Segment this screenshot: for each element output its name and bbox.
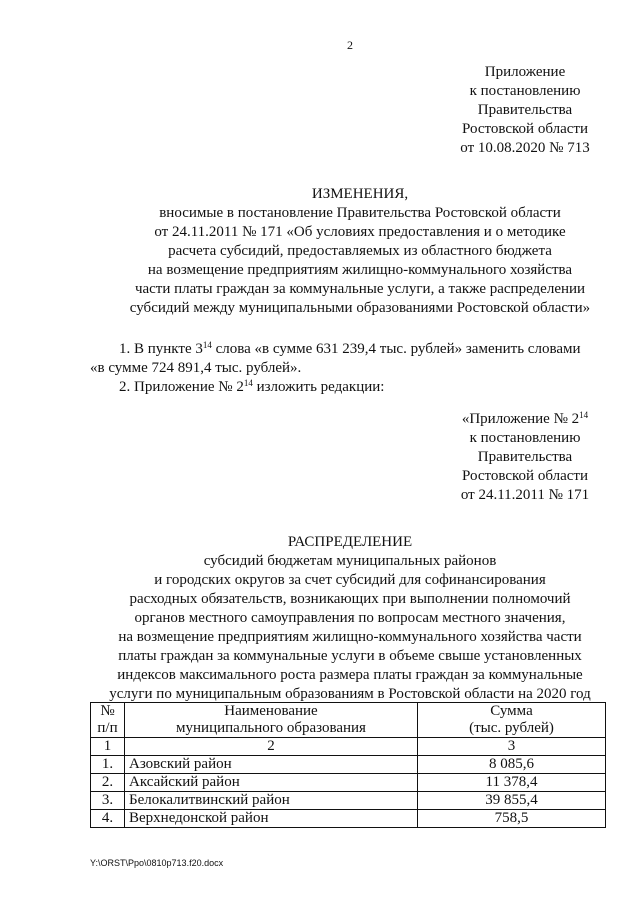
annex-header-line: «Приложение № $2^{14}$ (461, 410, 589, 427)
changes-subtitle-line: расчета субсидий, предоставляемых из областного бюджета (168, 243, 552, 259)
changes-subtitle-line: субсидий между муниципальными образованиями Ростовской области» (129, 300, 591, 316)
distribution-subtitle-line: и городских округов за счет субсидий для софинансирования (154, 572, 546, 588)
changes-heading (40, 185, 640, 318)
appendix-header-line: Ростовской области (462, 121, 588, 137)
row-sum: 11 378,4 (418, 774, 606, 792)
distribution-subtitle-line: органов местного самоуправления по вопросам местного значения, (134, 610, 566, 626)
row-sum: 39 855,4 (418, 792, 606, 810)
header-name: Наименование муниципального образования (125, 703, 418, 738)
table-row (91, 792, 606, 810)
distribution-subtitle-line: субсидий бюджетам муниципальных районов (203, 553, 497, 569)
changes-subtitle-line: на возмещение предприятиям жилищно-коммунального хозяйства (147, 262, 573, 278)
item-1-line-1: 1. В пункте $3^{14}$ слова «в сумме 631 239,4 тыс. рублей» заменить словами (119, 340, 581, 357)
appendix-header-line: от 10.08.2020 № 713 (460, 140, 590, 156)
row-sum: 8 085,6 (418, 756, 606, 774)
row-name: Аксайский район (125, 774, 418, 792)
changes-subtitle-line: от 24.11.2011 № 171 «Об условиях предоставления и о методике (154, 224, 566, 240)
row-number: 2. (91, 774, 125, 792)
table-row (91, 756, 606, 774)
item-1-line-2: «в сумме 724 891,4 тыс. рублей». (90, 360, 302, 376)
table-cell: 1 (91, 738, 125, 756)
annex-header-line: Ростовской области (462, 468, 588, 484)
distribution-subtitle-line: расходных обязательств, возникающих при выполнении полномочий (129, 591, 571, 607)
table-header-row (91, 703, 606, 738)
distribution-table (90, 702, 606, 828)
distribution-subtitle-line: услуги по муниципальным образованиям в Ростовской области на 2020 год (109, 686, 591, 702)
table-cell: 3 (418, 738, 606, 756)
distribution-heading (30, 533, 640, 704)
header-num: № п/п (91, 703, 125, 738)
row-sum: 758,5 (418, 810, 606, 828)
table-row (91, 774, 606, 792)
appendix-header-line: Правительства (477, 102, 573, 118)
row-name: Азовский район (125, 756, 418, 774)
row-name: Белокалитвинский район (125, 792, 418, 810)
footer-file-path: Y:\ORST\Ppo\0810p713.f20.docx (90, 858, 224, 868)
changes-subtitle-line: части платы граждан за коммунальные услуги, а также распределении (134, 281, 586, 297)
table-index-row (91, 738, 606, 756)
annex-header-line: Правительства (477, 449, 573, 465)
distribution-title: РАСПРЕДЕЛЕНИЕ (287, 534, 413, 550)
distribution-subtitle-line: платы граждан за коммунальные услуги в объеме свыше установленных (118, 648, 582, 664)
row-number: 3. (91, 792, 125, 810)
header-sum: Сумма (тыс. рублей) (418, 703, 606, 738)
row-name: Верхнедонской район (125, 810, 418, 828)
table-cell: 2 (125, 738, 418, 756)
annex-header (440, 410, 610, 505)
appendix-header-line: к постановлению (469, 83, 581, 99)
item-2: 2. Приложение № $2^{14}$ изложить редакции: (119, 378, 385, 395)
appendix-header-line: Приложение (484, 64, 566, 80)
row-number: 4. (91, 810, 125, 828)
distribution-subtitle-line: индексов максимального роста размера платы граждан за коммунальные (117, 667, 583, 683)
changes-title: ИЗМЕНЕНИЯ, (311, 186, 409, 202)
appendix-header (440, 63, 610, 158)
annex-header-line: к постановлению (469, 430, 581, 446)
distribution-subtitle-line: на возмещение предприятиям жилищно-коммунального хозяйства части (118, 629, 582, 645)
page-number: 2 (347, 38, 353, 52)
changes-subtitle-line: вносимые в постановление Правительства Ростовской области (159, 205, 561, 221)
annex-header-line: от 24.11.2011 № 171 (460, 487, 590, 503)
row-number: 1. (91, 756, 125, 774)
table-row (91, 810, 606, 828)
